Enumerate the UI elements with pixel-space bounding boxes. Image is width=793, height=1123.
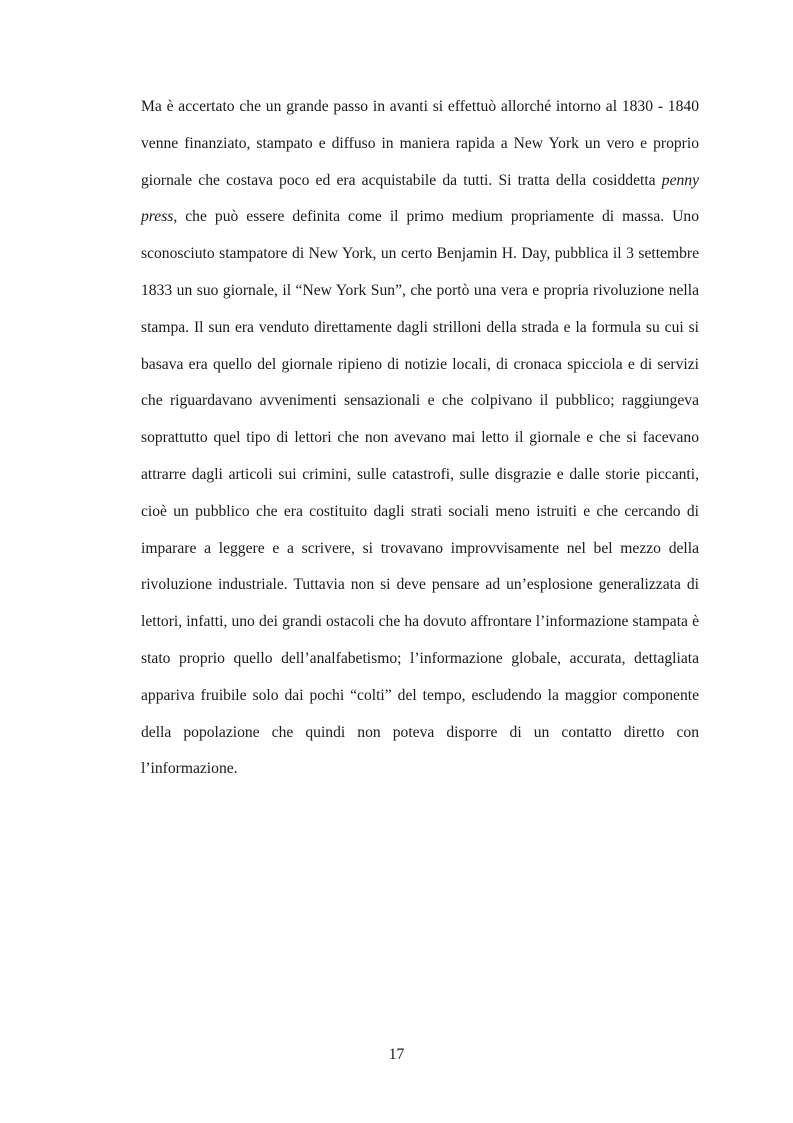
paragraph-text-part1: Ma è accertato che un grande passo in avanti si effettuò allorché intorno al 1830 - 1840 venne finanziato, stampato e diffuso in maniera rapida a New York un vero e proprio giornale che costava poco ed era acquistabile da tutti. Si tratta della cosiddetta — [141, 98, 699, 189]
paragraph — [141, 89, 699, 788]
paragraph-text-part2: , che può essere definita come il primo medium propriamente di massa. Uno sconosciuto stampatore di New York, un certo Benjamin H. Day, pubblica il 3 settembre 1833 un suo giornale, il “New York Sun”, che portò una vera e propria rivoluzione nella stampa. Il sun era venduto direttamente dagli strilloni della strada e la formula su cui si basava era quello del giornale ripieno di notizie locali, di cronaca spicciola e di servizi che riguardavano avvenimenti sensazionali e che colpivano il pubblico; raggiungeva soprattutto quel tipo di lettori che non avevano mai letto il giornale e che si facevano attrarre dagli articoli sui crimini, sulle catastrofi, sulle disgrazie e dalle storie piccanti, cioè un pubblico che era costituito dagli strati sociali meno istruiti e che cercando di imparare a leggere e a scrivere, si trovavano improvvisamente nel bel mezzo della rivoluzione industriale. Tuttavia non si deve pensare ad un’esplosione generalizzata di lettori, infatti, uno dei grandi ostacoli che ha dovuto affrontare l’informazione stampata è stato proprio quello dell’analfabetismo; l’informazione globale, accurata, dettagliata appariva fruibile solo dai pochi “colti” del tempo, escludendo la maggior componente della popolazione che quindi non poteva disporre di un contatto diretto con l’informazione. — [141, 208, 699, 778]
body-text — [141, 89, 699, 788]
page-number: 17 — [388, 1046, 405, 1063]
paragraph-emphasis: penny press — [141, 171, 699, 226]
